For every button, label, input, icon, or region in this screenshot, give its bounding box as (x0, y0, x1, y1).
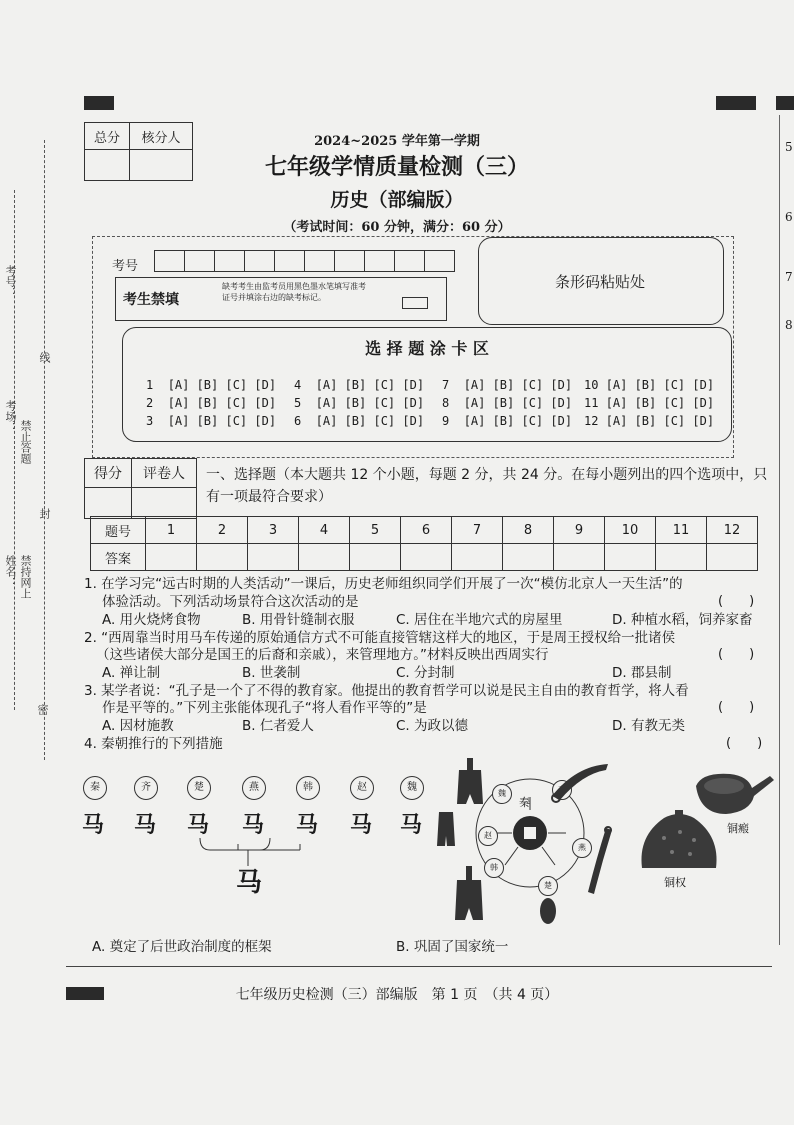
q4-stem: 4. 秦朝推行的下列措施 (84, 736, 223, 752)
knife-coin-icon-top-right (548, 760, 610, 804)
grader-name-label: 评卷人 (132, 459, 197, 488)
card-item-3-options: [A] [B] [C] [D] (167, 414, 277, 428)
margin-label-id: 考号： (4, 265, 17, 298)
answer-cell-4[interactable] (299, 544, 350, 571)
card-item-4-options: [A] [B] [C] [D] (315, 378, 425, 392)
margin-label-name: 姓名： (4, 555, 17, 588)
seal-char-qi: 马 (134, 812, 157, 838)
checker-label: 核分人 (130, 123, 193, 150)
ring-state-zhao: 赵 (478, 826, 498, 846)
answer-table-number-6: 6 (401, 517, 452, 544)
q1-option-a: A. 用火烧烤食物 (102, 612, 201, 628)
term-line: 2024~2025 学年第一学期 (314, 134, 480, 149)
barcode-label: 条形码粘贴处 (554, 273, 645, 291)
q3-option-d: D. 有教无类 (612, 718, 685, 734)
section1-heading-line2: 有一项最符合要求） (206, 489, 332, 505)
exam-info: （考试时间：60 分钟，满分：60 分） (283, 220, 511, 235)
coin-center-label: 秦 (519, 796, 530, 809)
answer-table-number-3: 3 (248, 517, 299, 544)
grader-score-label: 得分 (85, 459, 132, 488)
forbidden-note: 缺考考生由监考员用黑色墨水笔填写准考证号并填涂右边的缺考标记。 (222, 282, 366, 302)
q2-option-a: A. 禅让制 (102, 665, 161, 681)
state-circle-qi: 齐 (134, 776, 158, 800)
right-edge-mark-6: 6 (785, 210, 793, 224)
card-item-2-options: [A] [B] [C] [D] (167, 396, 277, 410)
card-item-7-number: 7 (442, 378, 450, 392)
q4-option-b: B. 巩固了国家统一 (396, 939, 509, 955)
knife-coin-icon-right (584, 826, 614, 896)
exam-id-label: 考号 (112, 259, 139, 274)
knife-coin-icon-left (435, 812, 457, 846)
bronze-weight-icon (636, 808, 722, 872)
state-circle-wei: 魏 (400, 776, 424, 800)
absence-mark-box[interactable] (402, 297, 428, 309)
state-circle-yan: 燕 (242, 776, 266, 800)
registration-mark-top-right (716, 96, 756, 110)
q3-stem-line1: 3. 某学者说：“孔子是一个了不得的教育家。他提出的教育哲学可以说是民主自由的教育哲学，将人看 (84, 683, 689, 699)
answer-cell-9[interactable] (554, 544, 605, 571)
margin-label-room: 考场： (4, 400, 17, 433)
answer-table-number-9: 9 (554, 517, 605, 544)
q3-option-c: C. 为政以德 (396, 718, 469, 734)
answer-table-number-11: 11 (656, 517, 707, 544)
ring-state-chu: 楚 (538, 876, 558, 896)
card-item-8[interactable] (442, 396, 572, 410)
state-circle-qin: 秦 (83, 776, 107, 800)
state-circle-zhao: 赵 (350, 776, 374, 800)
answer-cell-3[interactable] (248, 544, 299, 571)
answer-cell-6[interactable] (401, 544, 452, 571)
answer-cell-2[interactable] (197, 544, 248, 571)
margin-label-xian: 线 (38, 352, 51, 363)
card-item-3[interactable] (146, 414, 276, 428)
answer-cell-8[interactable] (503, 544, 554, 571)
q2-option-d: D. 郡县制 (612, 665, 672, 681)
q1-option-c: C. 居住在半地穴式的房屋里 (396, 612, 563, 628)
subject-title: 历史（部编版） (330, 189, 464, 211)
grader-score-cell[interactable] (85, 488, 132, 519)
total-score-label: 总分 (85, 123, 130, 150)
margin-label-feng: 封 (38, 508, 51, 519)
answer-cell-10[interactable] (605, 544, 656, 571)
card-item-6[interactable] (294, 414, 424, 428)
answer-table-number-8: 8 (503, 517, 554, 544)
ant-nose-coin-icon (538, 896, 558, 926)
answer-table (90, 516, 758, 571)
q1-option-d: D. 种植水稻，饲养家畜 (612, 612, 753, 628)
q1-stem-line1: 1. 在学习完“远古时期的人类活动”一课后，历史老师组织同学们开展了一次“模仿北京人一天生活”的 (84, 576, 683, 592)
card-item-11-options: [A] [B] [C] [D] (605, 396, 715, 410)
answer-table-answer-label: 答案 (91, 544, 146, 571)
exam-title: 七年级学情质量检测（三） (264, 154, 529, 180)
card-item-2[interactable] (146, 396, 276, 410)
seal-char-chu: 马 (187, 812, 210, 838)
registration-mark-top-edge (776, 96, 794, 110)
answer-table-number-12: 12 (707, 517, 758, 544)
card-item-9-number: 9 (442, 414, 450, 428)
q3-stem-line2: 作是平等的。”下列主张能体现孔子“将人看作平等的”是 (102, 700, 427, 716)
answer-cell-12[interactable] (707, 544, 758, 571)
right-edge-mark-7: 7 (785, 270, 793, 284)
card-item-5[interactable] (294, 396, 424, 410)
card-item-10-number: 10 (584, 378, 599, 392)
answer-cell-1[interactable] (146, 544, 197, 571)
card-item-1[interactable] (146, 378, 276, 392)
q1-answer-paren[interactable]: ( ) (718, 594, 755, 609)
card-item-12-number: 12 (584, 414, 599, 428)
q2-stem-line2: （这些诸侯大部分是国王的后裔和亲戚），来管理地方。”材料反映出西周实行 (96, 647, 549, 663)
bronze-measure-label: 铜瘢 (727, 822, 749, 835)
right-edge-mark-5: 5 (785, 140, 793, 154)
card-item-2-number: 2 (146, 396, 154, 410)
q1-stem-line2: 体验活动。下列活动场景符合这次活动的是 (102, 594, 359, 610)
answer-table-number-2: 2 (197, 517, 248, 544)
q3-option-a: A. 因材施教 (102, 718, 174, 734)
q4-answer-paren[interactable]: ( ) (726, 736, 763, 751)
margin-label-network: 禁持网上 (19, 555, 32, 599)
card-item-1-number: 1 (146, 378, 154, 392)
answer-cell-7[interactable] (452, 544, 503, 571)
card-item-6-options: [A] [B] [C] [D] (315, 414, 425, 428)
answer-table-number-10: 10 (605, 517, 656, 544)
seal-char-han: 马 (296, 812, 319, 838)
card-item-10-options: [A] [B] [C] [D] (605, 378, 715, 392)
seal-char-yan: 马 (242, 812, 265, 838)
page-footer: 七年级历史检测（三）部编版 第 1 页 （共 4 页） (235, 987, 559, 1003)
page-bottom-rule (66, 966, 772, 967)
answer-table-number-1: 1 (146, 517, 197, 544)
answer-table-number-5: 5 (350, 517, 401, 544)
ring-state-wei: 魏 (492, 784, 512, 804)
q3-option-b: B. 仁者爱人 (242, 718, 314, 734)
right-edge-mark-8: 8 (785, 318, 793, 332)
state-circle-han: 韩 (296, 776, 320, 800)
card-item-12-options: [A] [B] [C] [D] (605, 414, 715, 428)
card-item-1-options: [A] [B] [C] [D] (167, 378, 277, 392)
grader-box (84, 458, 197, 519)
seal-char-zhao: 马 (350, 812, 373, 838)
margin-label-no-answer: 禁止答题 (19, 420, 32, 464)
q4-option-a: A. 奠定了后世政治制度的框架 (92, 939, 272, 955)
card-item-4[interactable] (294, 378, 424, 392)
q2-stem-line1: 2. “西周靠当时用马车传递的原始通信方式不可能直接管辖这样大的地区，于是周王授权给一批诸侯 (84, 630, 676, 646)
answer-cell-11[interactable] (656, 544, 707, 571)
q3-answer-paren[interactable]: ( ) (718, 700, 755, 715)
seal-char-qin: 马 (82, 812, 105, 838)
card-item-9-options: [A] [B] [C] [D] (463, 414, 573, 428)
registration-mark-top-left (84, 96, 114, 110)
answer-table-number-4: 4 (299, 517, 350, 544)
unified-seal-char: 马 (236, 868, 263, 898)
forbidden-label: 考生禁填 (123, 292, 179, 308)
card-item-5-number: 5 (294, 396, 302, 410)
card-item-8-number: 8 (442, 396, 450, 410)
card-item-8-options: [A] [B] [C] [D] (463, 396, 573, 410)
q2-answer-paren[interactable]: ( ) (718, 647, 755, 662)
card-item-4-number: 4 (294, 378, 302, 392)
grader-name-cell[interactable] (132, 488, 197, 519)
card-item-7-options: [A] [B] [C] [D] (463, 378, 573, 392)
card-item-3-number: 3 (146, 414, 154, 428)
answer-card-title: 选 择 题 涂 卡 区 (365, 339, 489, 358)
answer-table-number-label: 题号 (91, 517, 146, 544)
card-item-11-number: 11 (584, 396, 599, 410)
card-item-9[interactable] (442, 414, 572, 428)
margin-label-mi: 密 (36, 704, 49, 715)
ring-state-han: 韩 (484, 858, 504, 878)
q2-option-b: B. 世袭制 (242, 665, 301, 681)
card-item-12[interactable] (584, 414, 714, 428)
seal-char-wei: 马 (400, 812, 423, 838)
card-item-7[interactable] (442, 378, 572, 392)
section1-heading-line1: 一、选择题（本大题共 12 个小题，每题 2 分，共 24 分。在每小题列出的四个选项中，只 (206, 467, 768, 483)
right-page-fold (779, 115, 780, 945)
card-item-10[interactable] (584, 378, 714, 392)
card-item-5-options: [A] [B] [C] [D] (315, 396, 425, 410)
ring-state-yan: 燕 (572, 838, 592, 858)
answer-cell-5[interactable] (350, 544, 401, 571)
answer-table-number-7: 7 (452, 517, 503, 544)
card-item-6-number: 6 (294, 414, 302, 428)
bronze-weight-label: 铜权 (664, 876, 686, 889)
q1-option-b: B. 用骨针缝制衣服 (242, 612, 355, 628)
q2-option-c: C. 分封制 (396, 665, 455, 681)
exam-id-boxes[interactable] (154, 250, 455, 272)
state-circle-chu: 楚 (187, 776, 211, 800)
card-item-11[interactable] (584, 396, 714, 410)
